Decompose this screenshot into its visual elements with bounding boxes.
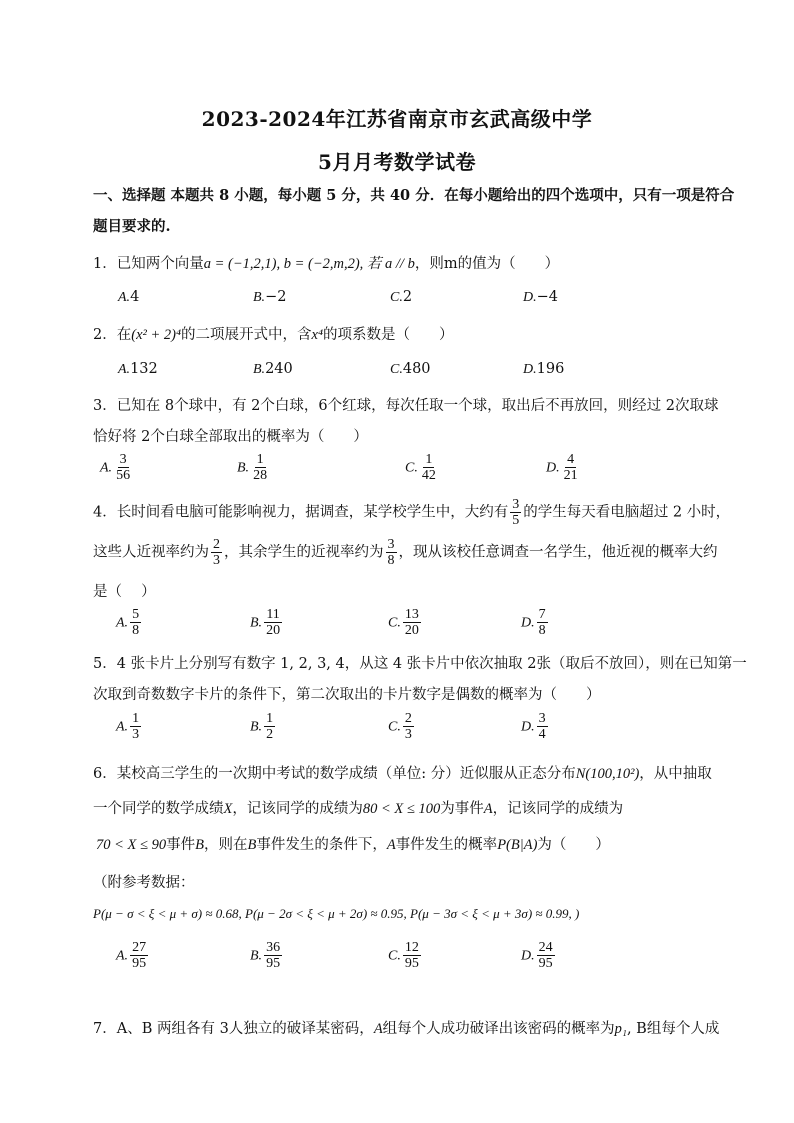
option-label: B. bbox=[250, 615, 263, 631]
math-expression: X bbox=[223, 801, 233, 817]
question-text: 的学生每天看电脑超过 2 小时， bbox=[523, 504, 731, 521]
numerator: 12 bbox=[404, 940, 419, 955]
q2-option-a[interactable] bbox=[118, 361, 158, 378]
question-4-line2 bbox=[93, 537, 718, 568]
fraction bbox=[264, 940, 282, 971]
question-text: A、B 两组各有 3人独立的破译某密码， bbox=[116, 1021, 374, 1037]
exam-title-line2: 5月月考数学试卷 bbox=[318, 150, 476, 174]
q4-option-c[interactable] bbox=[388, 607, 423, 638]
denominator: 56 bbox=[116, 468, 131, 483]
q3-option-d[interactable] bbox=[546, 452, 582, 483]
numerator: 1 bbox=[132, 711, 140, 726]
question-text: 组每个人成功破译出该密码的概率为 bbox=[382, 1021, 615, 1037]
q1-option-b[interactable] bbox=[253, 289, 286, 306]
question-2 bbox=[93, 323, 454, 344]
question-4-line3: 是（ ） bbox=[93, 584, 156, 600]
numerator: 4 bbox=[567, 452, 575, 467]
question-text: 为（ ） bbox=[537, 837, 610, 853]
question-text: 一个同学的数学成绩 bbox=[93, 801, 224, 817]
fraction bbox=[211, 537, 222, 568]
denominator: 21 bbox=[563, 468, 578, 483]
section-heading-line1: 一、选择题 本题共 8 小题，每小题 5 分，共 40 分．在每小题给出的四个选项中，只有一项是符合 bbox=[93, 187, 735, 204]
math-expression: B bbox=[247, 837, 257, 853]
q6-option-c[interactable] bbox=[388, 940, 423, 971]
q5-option-a[interactable] bbox=[116, 711, 143, 742]
denominator: 95 bbox=[538, 956, 553, 971]
option-label: D. bbox=[521, 615, 535, 631]
q2-option-d[interactable] bbox=[523, 361, 564, 378]
question-text: 事件 bbox=[166, 837, 196, 853]
option-label: B. bbox=[250, 948, 263, 964]
fraction bbox=[562, 452, 580, 483]
question-text: ，其余学生的近视率约为 bbox=[224, 544, 384, 561]
numerator: 1 bbox=[425, 452, 433, 467]
denominator: 95 bbox=[404, 956, 419, 971]
numerator: 3 bbox=[387, 537, 395, 552]
denominator: 8 bbox=[387, 553, 395, 568]
question-number: 7． bbox=[93, 1021, 117, 1037]
question-number: 2． bbox=[93, 327, 117, 343]
q6-option-d[interactable] bbox=[521, 940, 557, 971]
question-number: 1． bbox=[93, 256, 117, 272]
fraction bbox=[130, 607, 141, 638]
option-label: D. bbox=[521, 948, 535, 964]
option-label: B. bbox=[253, 290, 266, 305]
fraction bbox=[537, 940, 555, 971]
math-expression: 70 < X ≤ 90 bbox=[96, 837, 167, 853]
denominator: 42 bbox=[421, 468, 436, 483]
question-text: 长时间看电脑可能影响视力，据调查，某学校学生中，大约有 bbox=[116, 504, 509, 521]
fraction bbox=[537, 711, 548, 742]
q1-option-c[interactable] bbox=[390, 289, 412, 306]
denominator: 4 bbox=[538, 727, 546, 742]
fraction bbox=[251, 452, 269, 483]
numerator: 11 bbox=[266, 607, 280, 622]
math-expression: N(100,10²) bbox=[575, 766, 640, 782]
question-4-line1 bbox=[93, 497, 730, 528]
option-label: A. bbox=[116, 719, 129, 735]
fraction bbox=[537, 607, 548, 638]
q2-option-c[interactable] bbox=[390, 361, 431, 378]
q5-option-d[interactable] bbox=[521, 711, 550, 742]
question-text: 已知在 8个球中，有 2个白球，6个红球，每次任取一个球，取出后不再放回，则经过 2次取球 bbox=[116, 398, 719, 414]
numerator: 13 bbox=[404, 607, 419, 622]
math-expression: (x² + 2)⁴ bbox=[131, 327, 182, 343]
question-text: 的项系数是（ ） bbox=[323, 327, 454, 343]
math-expression: a = (−1,2,1), b = (−2,m,2), 若 a // b bbox=[203, 256, 415, 272]
numerator: 27 bbox=[132, 940, 147, 955]
math-expression: B bbox=[195, 837, 204, 853]
question-text: 这些人近视率约为 bbox=[93, 544, 209, 561]
q6-reference-formula: P(μ − σ < ξ < μ + σ) ≈ 0.68, P(μ − 2σ < ξ < μ + 2σ) ≈ 0.95, P(μ − 3σ < ξ < μ + 3σ) ≈ 0.99, ) bbox=[93, 906, 580, 921]
denominator: 3 bbox=[132, 727, 140, 742]
option-label: A. bbox=[118, 362, 131, 377]
numerator: 3 bbox=[119, 452, 127, 467]
option-label: C. bbox=[405, 460, 418, 476]
option-value: 196 bbox=[536, 361, 565, 377]
denominator: 28 bbox=[253, 468, 268, 483]
math-expression: P(B|A) bbox=[497, 837, 538, 853]
numerator: 1 bbox=[266, 711, 274, 726]
option-label: C. bbox=[388, 615, 401, 631]
fraction bbox=[130, 940, 148, 971]
option-label: D. bbox=[523, 290, 537, 305]
option-label: B. bbox=[237, 460, 250, 476]
q3-option-a[interactable] bbox=[100, 452, 134, 483]
numerator: 24 bbox=[538, 940, 553, 955]
numerator: 1 bbox=[256, 452, 264, 467]
numerator: 2 bbox=[213, 537, 220, 552]
option-value: −2 bbox=[265, 289, 287, 305]
question-text: 为事件 bbox=[440, 801, 484, 817]
denominator: 5 bbox=[512, 513, 520, 528]
question-number: 3． bbox=[93, 398, 117, 414]
fraction bbox=[420, 452, 438, 483]
option-label: B. bbox=[253, 362, 266, 377]
denominator: 3 bbox=[213, 553, 220, 568]
math-expression: A bbox=[483, 801, 493, 817]
question-text: ，则在 bbox=[203, 837, 248, 853]
denominator: 3 bbox=[404, 727, 412, 742]
q4-option-d[interactable] bbox=[521, 607, 550, 638]
numerator: 3 bbox=[512, 497, 520, 512]
denominator: 95 bbox=[132, 956, 147, 971]
numerator: 3 bbox=[538, 711, 546, 726]
question-1 bbox=[93, 252, 559, 273]
math-expression: A bbox=[386, 837, 396, 853]
question-7-line1 bbox=[93, 1017, 719, 1038]
fraction bbox=[114, 452, 132, 483]
question-text: 事件发生的条件下， bbox=[256, 837, 387, 853]
denominator: 2 bbox=[266, 727, 274, 742]
denominator: 95 bbox=[266, 956, 281, 971]
option-value: −4 bbox=[536, 289, 558, 305]
question-text: ，现从该校任意调查一名学生，他近视的概率大约 bbox=[398, 544, 718, 561]
option-value: 132 bbox=[130, 361, 158, 377]
question-5-line1 bbox=[93, 652, 747, 673]
option-label: A. bbox=[100, 460, 113, 476]
fraction bbox=[510, 497, 521, 528]
option-value: 4 bbox=[130, 289, 140, 305]
option-label: A. bbox=[116, 615, 129, 631]
question-6-line2 bbox=[93, 797, 623, 818]
fraction bbox=[403, 940, 421, 971]
option-label: C. bbox=[388, 719, 401, 735]
option-value: 480 bbox=[402, 361, 431, 377]
question-text: ，从中抽取 bbox=[639, 766, 712, 782]
denominator: 20 bbox=[266, 623, 281, 638]
q5-option-c[interactable] bbox=[388, 711, 416, 742]
q6-reference-label: （附参考数据： bbox=[93, 875, 195, 891]
option-value: 240 bbox=[265, 361, 293, 377]
fraction bbox=[403, 711, 414, 742]
q1-option-d[interactable] bbox=[523, 289, 558, 306]
section-heading-line2: 题目要求的. bbox=[93, 218, 171, 235]
denominator: 8 bbox=[132, 623, 140, 638]
question-number: 6． bbox=[93, 766, 117, 782]
q2-option-b[interactable] bbox=[253, 361, 293, 378]
option-value: 2 bbox=[402, 289, 413, 305]
question-6-line1 bbox=[93, 762, 712, 783]
option-label: D. bbox=[523, 362, 537, 377]
numerator: 7 bbox=[538, 607, 546, 622]
math-expression: x⁴ bbox=[311, 327, 323, 343]
denominator: 20 bbox=[404, 623, 419, 638]
math-expression: A bbox=[373, 1021, 383, 1037]
option-label: D. bbox=[546, 460, 560, 476]
numerator: 5 bbox=[132, 607, 140, 622]
option-label: A. bbox=[116, 948, 129, 964]
question-number: 5． bbox=[93, 656, 117, 672]
exam-title-line1: 2023-2024年江苏省南京市玄武高级中学 bbox=[201, 107, 593, 131]
question-6-line3 bbox=[96, 833, 610, 854]
option-label: A. bbox=[118, 290, 131, 305]
fraction bbox=[130, 711, 141, 742]
q5-option-b[interactable] bbox=[250, 711, 277, 742]
option-label: C. bbox=[388, 948, 401, 964]
option-label: D. bbox=[521, 719, 535, 735]
fraction bbox=[264, 711, 275, 742]
math-expression: p₁ bbox=[614, 1021, 627, 1037]
q1-option-a[interactable] bbox=[118, 289, 139, 306]
q6-option-a[interactable] bbox=[116, 940, 150, 971]
question-3-line1 bbox=[93, 394, 718, 415]
denominator: 8 bbox=[538, 623, 546, 638]
fraction bbox=[403, 607, 421, 638]
q3-option-b[interactable] bbox=[237, 452, 271, 483]
fraction bbox=[264, 607, 282, 638]
question-text: 已知两个向量 bbox=[116, 256, 204, 272]
q6-option-b[interactable] bbox=[250, 940, 284, 971]
question-text: 的二项展开式中，含 bbox=[181, 327, 312, 343]
fraction bbox=[386, 537, 397, 568]
math-expression: 80 < X ≤ 100 bbox=[362, 801, 441, 817]
question-text: ，记该同学的成绩为 bbox=[232, 801, 363, 817]
option-label: B. bbox=[250, 719, 263, 735]
question-text: ，记该同学的成绩为 bbox=[492, 801, 624, 817]
question-3-line2: 恰好将 2个白球全部取出的概率为（ ） bbox=[93, 429, 368, 445]
q4-option-b[interactable] bbox=[250, 607, 284, 638]
numerator: 2 bbox=[404, 711, 412, 726]
question-text: ，则m的值为（ ） bbox=[414, 256, 560, 272]
question-number: 4． bbox=[93, 504, 117, 521]
question-text: 事件发生的概率 bbox=[395, 837, 498, 853]
q4-option-a[interactable] bbox=[116, 607, 143, 638]
question-text: 在 bbox=[116, 327, 132, 343]
question-5-line2: 次取到奇数数字卡片的条件下，第二次取出的卡片数字是偶数的概率为（ ） bbox=[93, 687, 601, 703]
question-text: 4 张卡片上分别写有数字 1, 2, 3, 4，从这 4 张卡片中依次抽取 2张（取后不放回），则在已知第一 bbox=[116, 656, 747, 672]
question-text: , B组每个人成 bbox=[626, 1021, 720, 1037]
question-text: 某校高三学生的一次期中考试的数学成绩（单位: 分）近似服从正态分布 bbox=[116, 766, 576, 782]
q3-option-c[interactable] bbox=[405, 452, 440, 483]
option-label: C. bbox=[390, 362, 403, 377]
numerator: 36 bbox=[266, 940, 281, 955]
option-label: C. bbox=[390, 290, 403, 305]
